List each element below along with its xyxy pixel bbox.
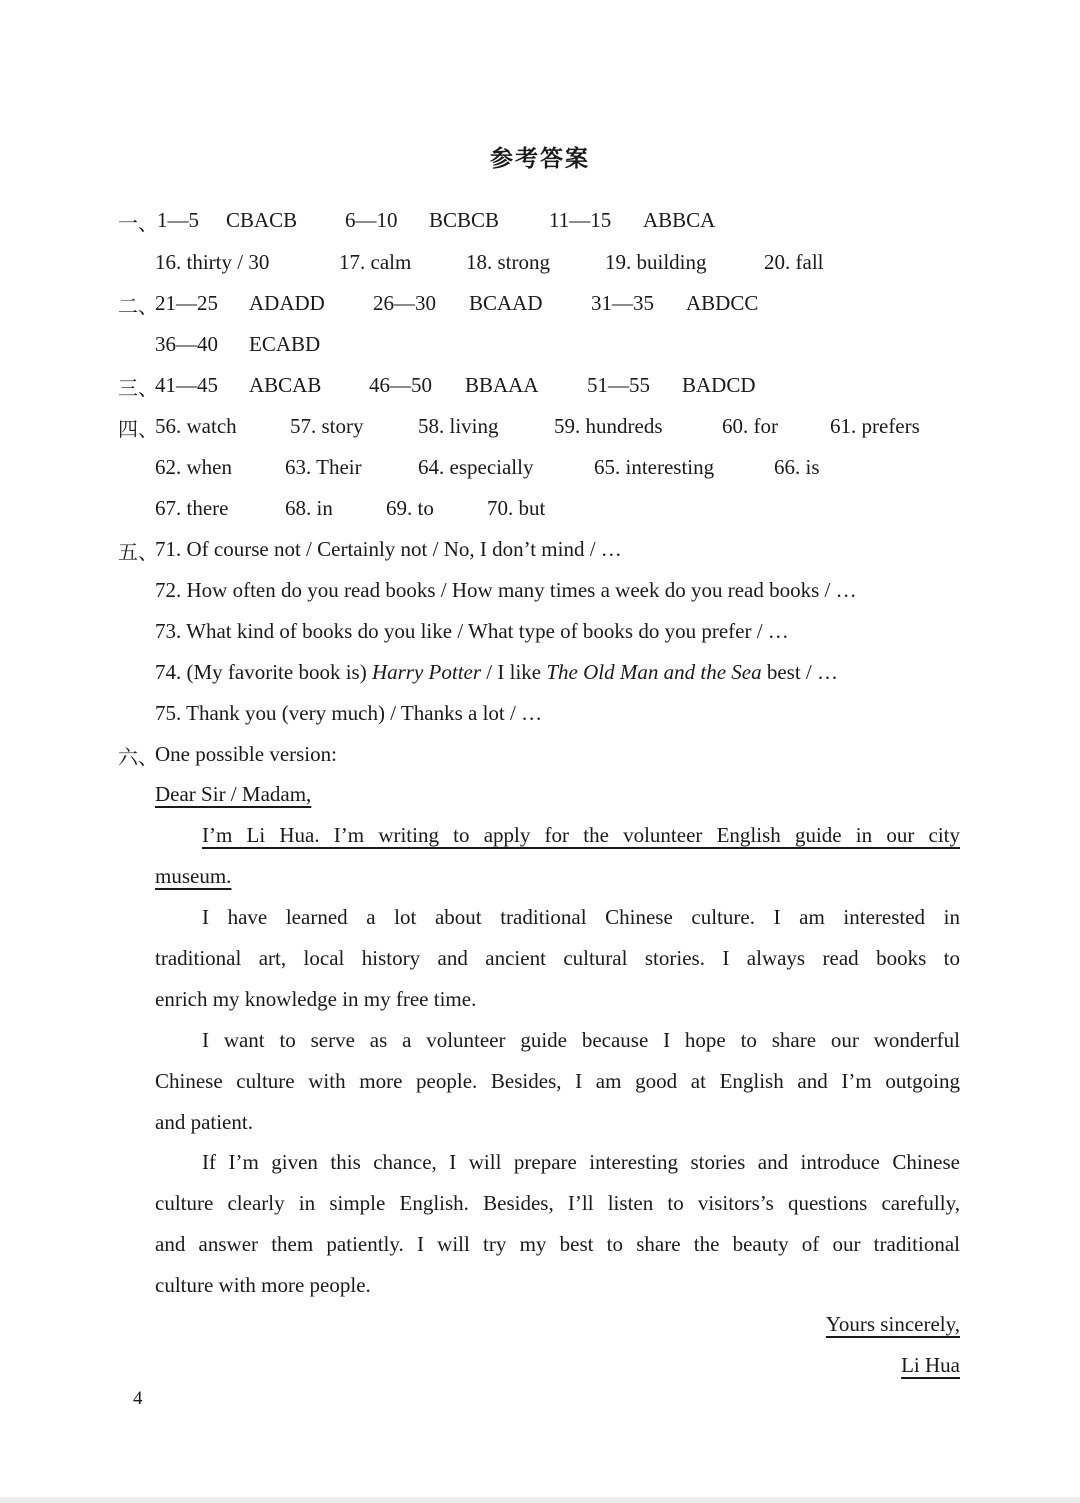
answer-letters: CBACB [226,208,298,232]
paragraph-2-line: enrich my knowledge in my free time. [155,987,477,1011]
answer-74 [155,659,838,685]
answer-item: 65. interesting [594,455,715,479]
paragraph-4-line: culture clearly in simple English. Besides, I’ll listen to visitors’s questions carefully, [155,1191,960,1215]
answer-74-middle: / I like [481,660,547,684]
answer-item: 67. there [155,496,229,520]
letter-closing: Yours sincerely, [825,1312,960,1336]
section-label: 五、 [118,540,158,564]
paragraph-4-line: and answer them patiently. I will try my best to share the beauty of our traditional [155,1232,960,1256]
answer-range: 46—50 [369,373,432,397]
answer-item: 18. strong [466,250,550,274]
answer-item: 64. especially [418,455,534,479]
book-title-2: The Old Man and the Sea [546,660,762,684]
answer-letters: BCBCB [429,208,500,232]
paragraph-3-line: I want to serve as a volunteer guide because I hope to share our wonderful [202,1028,960,1052]
answer-71: 71. Of course not / Certainly not / No, I don’t mind / … [155,537,622,561]
answer-letters: BCAAD [469,291,543,315]
answer-letters: ABBCA [643,208,716,232]
letter-signature: Li Hua [901,1353,960,1377]
answer-74-prefix: 74. (My favorite book is) [155,660,372,684]
paragraph-1-line: I’m Li Hua. I’m writing to apply for the volunteer English guide in our city [202,823,960,847]
answer-item: 60. for [722,414,778,438]
answer-72: 72. How often do you read books / How many times a week do you read books / … [155,578,857,602]
answer-range: 1—5 [157,208,199,232]
answer-item: 61. prefers [830,414,920,438]
answer-74-suffix: best / … [761,660,839,684]
section-label: 六、 [118,745,158,769]
paragraph-2-line: traditional art, local history and ancient cultural stories. I always read books to [155,946,960,970]
answer-75: 75. Thank you (very much) / Thanks a lot / … [155,701,543,725]
answer-item: 66. is [774,455,820,479]
answer-letters: BADCD [682,373,756,397]
section-label: 四、 [118,417,158,441]
answer-item: 19. building [605,250,707,274]
answer-item: 17. calm [339,250,412,274]
answer-letters: BBAAA [465,373,539,397]
answer-range: 11—15 [549,208,612,232]
answer-range: 26—30 [373,291,436,315]
answer-item: 16. thirty / 30 [155,250,270,274]
answer-item: 20. fall [764,250,824,274]
answer-item: 56. watch [155,414,237,438]
answer-73: 73. What kind of books do you like / What type of books do you prefer / … [155,619,789,643]
essay-intro: One possible version: [155,742,337,766]
page-title: 参考答案 [490,146,590,172]
answer-item: 70. but [487,496,546,520]
answer-letters: ABDCC [686,291,759,315]
paragraph-1-line: museum. [155,864,232,888]
answer-item: 62. when [155,455,232,479]
section-label: 一、 [118,211,158,235]
paragraph-3-line: Chinese culture with more people. Besides, I am good at English and I’m outgoing [155,1069,960,1093]
answer-range: 36—40 [155,332,218,356]
answer-item: 58. living [418,414,499,438]
answer-range: 51—55 [587,373,650,397]
paragraph-4-line: culture with more people. [155,1273,371,1297]
answer-range: 41—45 [155,373,218,397]
letter-greeting: Dear Sir / Madam, [155,782,312,806]
answer-item: 59. hundreds [554,414,663,438]
answer-item: 63. Their [285,455,362,479]
answer-item: 69. to [386,496,434,520]
answer-item: 57. story [290,414,364,438]
page-bottom-edge [0,1497,1080,1503]
paragraph-3-line: and patient. [155,1110,253,1134]
book-title-1: Harry Potter [371,660,482,684]
answer-range: 21—25 [155,291,218,315]
answer-letters: ABCAB [249,373,322,397]
paragraph-2-line: I have learned a lot about traditional Chinese culture. I am interested in [202,905,960,929]
answer-letters: ADADD [249,291,325,315]
section-label: 二、 [118,294,158,318]
answer-range: 6—10 [345,208,398,232]
page-number: 4 [133,1388,143,1409]
answer-item: 68. in [285,496,333,520]
answer-range: 31—35 [591,291,654,315]
answer-letters: ECABD [249,332,321,356]
section-label: 三、 [118,376,158,400]
paragraph-4-line: If I’m given this chance, I will prepare interesting stories and introduce Chinese [202,1150,960,1174]
